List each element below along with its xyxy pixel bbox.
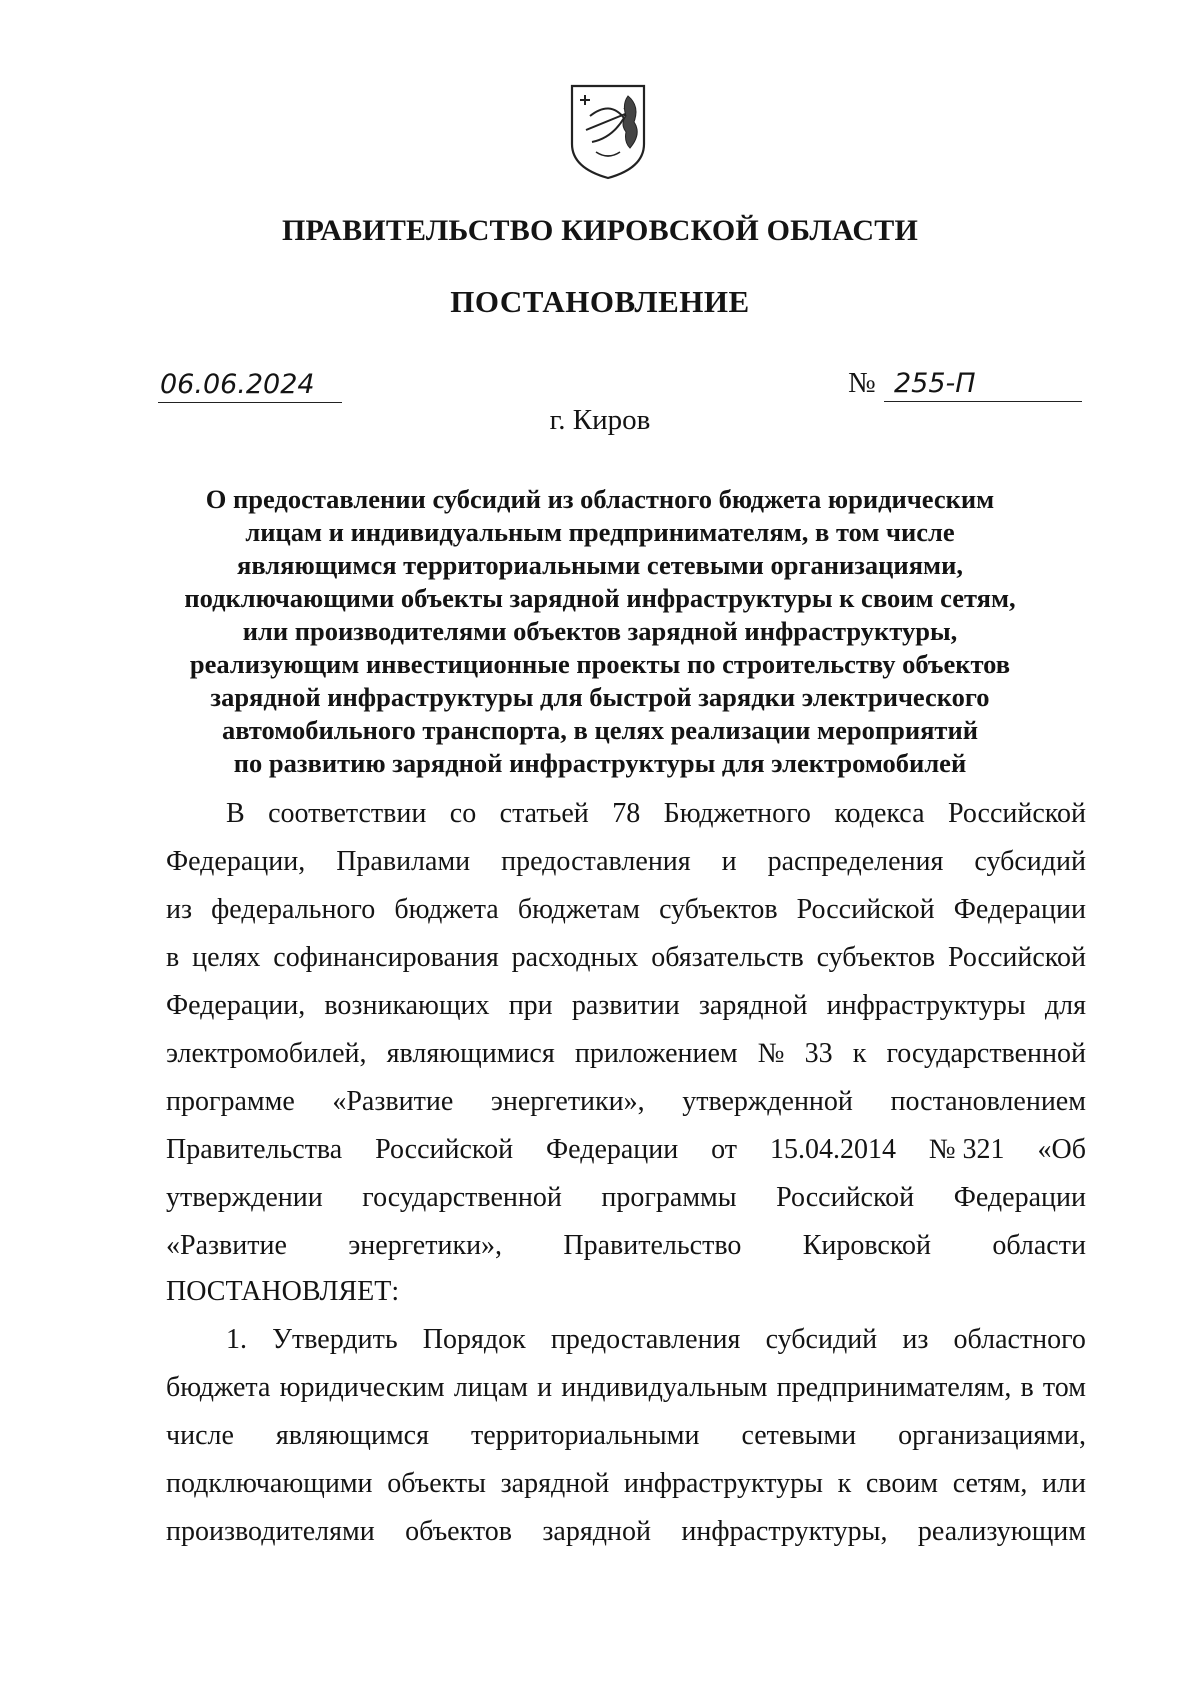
body-word: областного xyxy=(953,1324,1086,1355)
body-word: сетевыми xyxy=(741,1420,857,1451)
body-word: объектов xyxy=(405,1516,512,1547)
body-word: Российской xyxy=(947,798,1086,829)
body-word: программе xyxy=(166,1086,295,1117)
body-word: Федерации xyxy=(953,894,1086,925)
body-word: к xyxy=(837,1468,852,1499)
body-word: объекты xyxy=(387,1468,486,1499)
body-word: В xyxy=(226,798,245,829)
body-word: лицам xyxy=(453,1372,528,1403)
body-word: электромобилей, xyxy=(166,1038,367,1069)
body-line xyxy=(166,1038,1086,1070)
body-word: 78 xyxy=(612,798,641,829)
body-word: являющимися xyxy=(386,1038,555,1069)
body-word: ПОСТАНОВЛЯЕТ: xyxy=(166,1276,400,1307)
body-line xyxy=(166,1324,1086,1356)
body-word: сетям, xyxy=(952,1468,1028,1499)
body-word: № 321 xyxy=(928,1134,1005,1165)
body-word: обязательств xyxy=(651,942,804,973)
body-word: зарядной xyxy=(542,1516,651,1547)
body-word: инфраструктуры xyxy=(623,1468,823,1499)
body-word: Бюджетного xyxy=(663,798,811,829)
body-word: Утвердить xyxy=(272,1324,398,1355)
body-word: предоставления xyxy=(501,846,691,877)
body-line xyxy=(166,846,1086,878)
body-line xyxy=(166,1516,1086,1548)
body-word: постановлением xyxy=(890,1086,1086,1117)
body-word: федерального xyxy=(211,894,376,925)
body-word: инфраструктуры, xyxy=(681,1516,888,1547)
body-word: Федерации xyxy=(953,1182,1086,1213)
body-word: программы xyxy=(601,1182,737,1213)
title-line: являющимся территориальными сетевыми организациями, xyxy=(237,550,963,580)
body-word: развитии xyxy=(571,990,680,1021)
body-word: зарядной xyxy=(698,990,808,1021)
title-line: О предоставлении субсидий из областного бюджета юридическим xyxy=(205,484,995,514)
body-word: софинансирования xyxy=(273,942,499,973)
body-word: в xyxy=(1020,1372,1034,1403)
body-word: организациями, xyxy=(898,1420,1086,1451)
title-line: автомобильного транспорта, в целях реализации мероприятий xyxy=(221,715,978,745)
body-word: от xyxy=(711,1134,738,1165)
body-word: Федерации, xyxy=(166,846,306,877)
body-word: производителями xyxy=(166,1516,375,1547)
body-word: субъектов xyxy=(659,894,778,925)
body-word: субъектов xyxy=(816,942,936,973)
body-word: Российской xyxy=(776,1182,915,1213)
body-word: бюджета xyxy=(166,1372,271,1403)
body-word: в xyxy=(166,942,180,973)
body-word: или xyxy=(1042,1468,1086,1499)
body-word: Российской xyxy=(947,942,1086,973)
body-word: приложением xyxy=(574,1038,738,1069)
body-word: предпринимателям, xyxy=(776,1372,1012,1403)
body-word: со xyxy=(449,798,477,829)
body-word: государственной xyxy=(886,1038,1086,1069)
number-label: № xyxy=(848,367,876,399)
body-word: индивидуальным xyxy=(561,1372,768,1403)
body-word: реализующим xyxy=(917,1516,1086,1547)
body-word: и xyxy=(721,846,737,877)
body-line xyxy=(166,1372,1086,1404)
city-name: г. Киров xyxy=(549,404,651,436)
body-word: утверждении xyxy=(166,1182,323,1213)
body-word: «Об xyxy=(1037,1134,1086,1165)
body-word: кодекса xyxy=(834,798,925,829)
body-word: целях xyxy=(192,942,261,973)
body-word: юридическим xyxy=(279,1372,445,1403)
body-word: Кировской xyxy=(802,1230,931,1261)
body-word: Правительства xyxy=(166,1134,343,1165)
body-word: для xyxy=(1044,990,1086,1021)
body-word: 15.04.2014 xyxy=(769,1134,896,1165)
body-word: Правилами xyxy=(336,846,471,877)
body-word: соответствии xyxy=(268,798,427,829)
body-word: из xyxy=(902,1324,929,1355)
document-date: 06.06.2024 xyxy=(158,368,342,403)
body-word: распределения xyxy=(767,846,944,877)
coat-of-arms-icon xyxy=(568,82,648,180)
body-word: «Развитие xyxy=(332,1086,454,1117)
body-word: утвержденной xyxy=(682,1086,853,1117)
body-word: предоставления xyxy=(550,1324,741,1355)
body-word: «Развитие xyxy=(166,1230,287,1261)
title-line: по развитию зарядной инфраструктуры для электромобилей xyxy=(233,748,967,778)
title-line: лицам и индивидуальным предпринимателям, в том числе xyxy=(245,517,955,547)
body-word: области xyxy=(992,1230,1086,1261)
body-word: бюджета xyxy=(394,894,499,925)
body-line xyxy=(166,1182,1086,1214)
document-number: 255-П xyxy=(884,367,1082,402)
body-word: возникающих xyxy=(324,990,490,1021)
body-word: 33 xyxy=(804,1038,833,1069)
body-word: инфраструктуры xyxy=(826,990,1026,1021)
organization-title: ПРАВИТЕЛЬСТВО КИРОВСКОЙ ОБЛАСТИ xyxy=(282,214,918,247)
body-line xyxy=(166,1276,1086,1308)
body-word: территориальными xyxy=(471,1420,700,1451)
body-word: зарядной xyxy=(500,1468,610,1499)
document-number-block xyxy=(848,366,1084,402)
body-line xyxy=(166,990,1086,1022)
body-word: № xyxy=(757,1038,785,1069)
body-word: подключающими xyxy=(166,1468,373,1499)
body-line xyxy=(166,1086,1086,1118)
body-word: к xyxy=(852,1038,867,1069)
body-word: и xyxy=(537,1372,553,1403)
body-line xyxy=(166,798,1086,830)
body-word: бюджетам xyxy=(517,894,640,925)
body-word: Порядок xyxy=(422,1324,526,1355)
body-line xyxy=(166,1468,1086,1500)
body-word: 1. xyxy=(226,1324,247,1355)
document-type: ПОСТАНОВЛЕНИЕ xyxy=(450,284,750,319)
body-word: субсидий xyxy=(765,1324,878,1355)
body-line xyxy=(166,1230,1086,1262)
body-word: числе xyxy=(166,1420,234,1451)
body-word: том xyxy=(1042,1372,1086,1403)
body-word: государственной xyxy=(362,1182,562,1213)
body-line xyxy=(166,1134,1086,1166)
body-word: при xyxy=(508,990,553,1021)
title-line: подключающими объекты зарядной инфраструктуры к своим сетям, xyxy=(184,583,1016,613)
body-word: своим xyxy=(865,1468,939,1499)
body-word: Федерации, xyxy=(166,990,306,1021)
body-word: являющимся xyxy=(275,1420,429,1451)
title-line: или производителями объектов зарядной инфраструктуры, xyxy=(242,616,958,646)
body-word: статьей xyxy=(499,798,589,829)
body-word: субсидий xyxy=(974,846,1086,877)
body-word: энергетики», xyxy=(490,1086,645,1117)
body-word: Российской xyxy=(796,894,935,925)
body-word: Правительство xyxy=(563,1230,742,1261)
title-line: зарядной инфраструктуры для быстрой зарядки электрического xyxy=(210,682,990,712)
document-title xyxy=(150,483,1050,780)
body-word: расходных xyxy=(511,942,639,973)
body-word: энергетики», xyxy=(348,1230,503,1261)
body-line xyxy=(166,1420,1086,1452)
body-line xyxy=(166,942,1086,974)
body-word: из xyxy=(166,894,193,925)
title-line: реализующим инвестиционные проекты по строительству объектов xyxy=(189,649,1011,679)
body-line xyxy=(166,894,1086,926)
body-word: Федерации xyxy=(546,1134,679,1165)
body-word: Российской xyxy=(375,1134,514,1165)
